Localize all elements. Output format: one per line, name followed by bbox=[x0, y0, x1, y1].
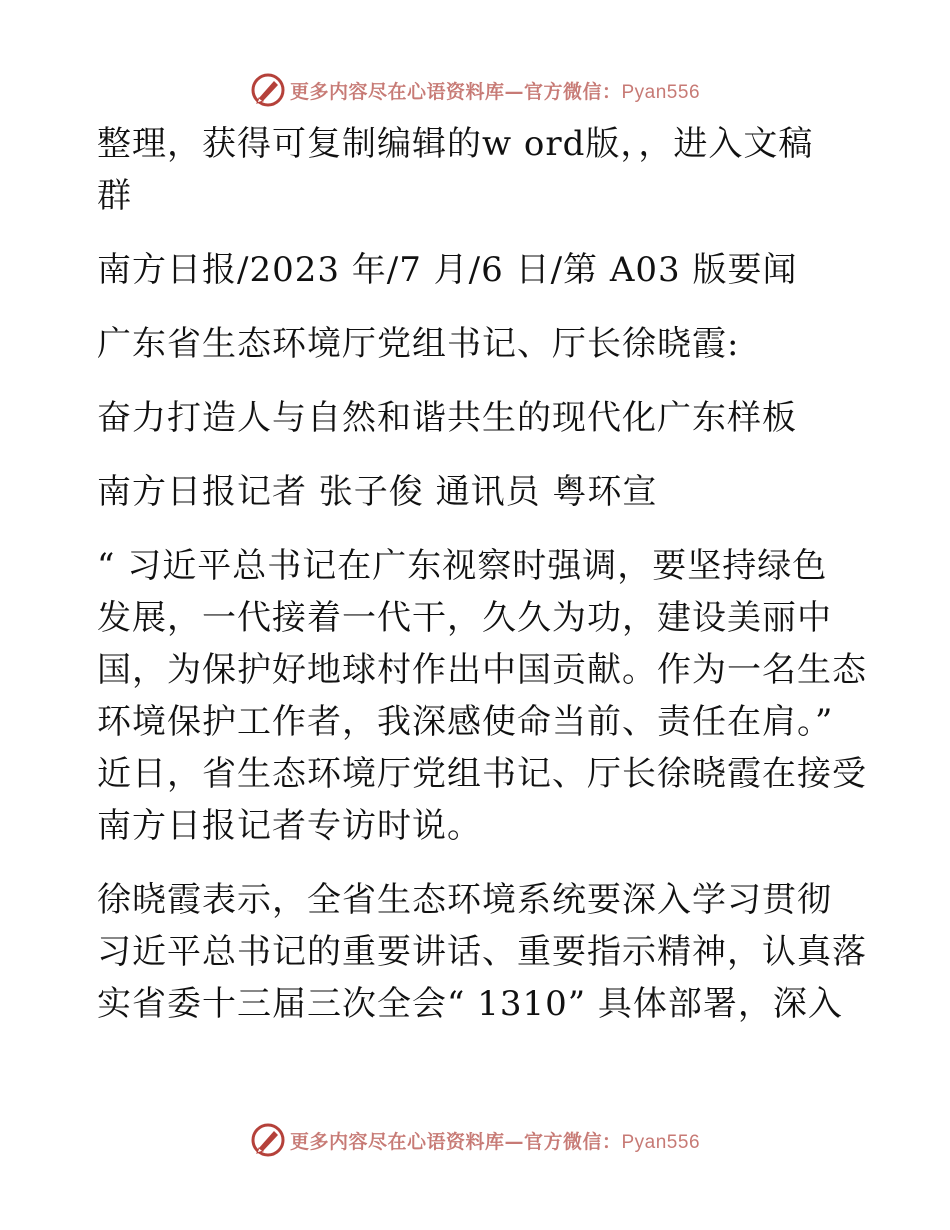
intro-line-2: 群 bbox=[97, 176, 132, 216]
header-watermark bbox=[0, 70, 950, 110]
source-line: 南方日报/2023 年/7 月/6 日/第 A03 版要闻 bbox=[97, 250, 798, 290]
paragraph-1 bbox=[97, 540, 867, 852]
paragraph-line: 近日，省生态环境厅党组书记、厅长徐晓霞在接受 bbox=[97, 754, 867, 794]
watermark-handle: Pyan556 bbox=[621, 81, 701, 103]
article-byline: 南方日报记者 张子俊 通讯员 粤环宣 bbox=[97, 472, 658, 512]
watermark-brand: 更多内容尽在心语资料库 bbox=[289, 80, 505, 103]
watermark-separator: — bbox=[504, 80, 524, 103]
paragraph-line: 徐晓霞表示，全省生态环境系统要深入学习贯彻 bbox=[97, 880, 832, 920]
paragraph-line: 环境保护工作者，我深感使命当前、责任在肩。” bbox=[97, 702, 834, 742]
watermark-brand: 更多内容尽在心语资料库 bbox=[289, 1130, 505, 1153]
paragraph-line: 发展，一代接着一代干，久久为功，建设美丽中 bbox=[97, 598, 832, 638]
watermark-text bbox=[290, 77, 700, 104]
watermark-official: 官方微信： bbox=[523, 1130, 622, 1153]
paragraph-line: 南方日报记者专访时说。 bbox=[97, 806, 482, 846]
article-subtitle: 广东省生态环境厅党组书记、厅长徐晓霞: bbox=[97, 324, 740, 364]
footer-watermark bbox=[0, 1120, 950, 1160]
watermark-separator: — bbox=[504, 1130, 524, 1153]
article-title: 奋力打造人与自然和谐共生的现代化广东样板 bbox=[97, 398, 797, 438]
paragraph-line: “ 习近平总书记在广东视察时强调，要坚持绿色 bbox=[97, 546, 828, 586]
paragraph-line: 国，为保护好地球村作出中国贡献。作为一名生态 bbox=[97, 650, 867, 690]
paragraph-line: 习近平总书记的重要讲话、重要指示精神，认真落 bbox=[97, 932, 867, 972]
watermark-official: 官方微信： bbox=[523, 80, 622, 103]
watermark-handle: Pyan556 bbox=[621, 1131, 701, 1153]
paragraph-2 bbox=[97, 874, 867, 1030]
pen-logo-icon bbox=[250, 72, 286, 108]
intro-line-1: 整理，获得可复制编辑的w ord版，，进入文稿 bbox=[97, 124, 814, 164]
document-body bbox=[97, 118, 867, 1030]
paragraph-line: 实省委十三届三次全会“ 1310” 具体部署，深入 bbox=[97, 984, 843, 1024]
pen-logo-icon bbox=[250, 1122, 286, 1158]
watermark-text bbox=[290, 1127, 700, 1154]
